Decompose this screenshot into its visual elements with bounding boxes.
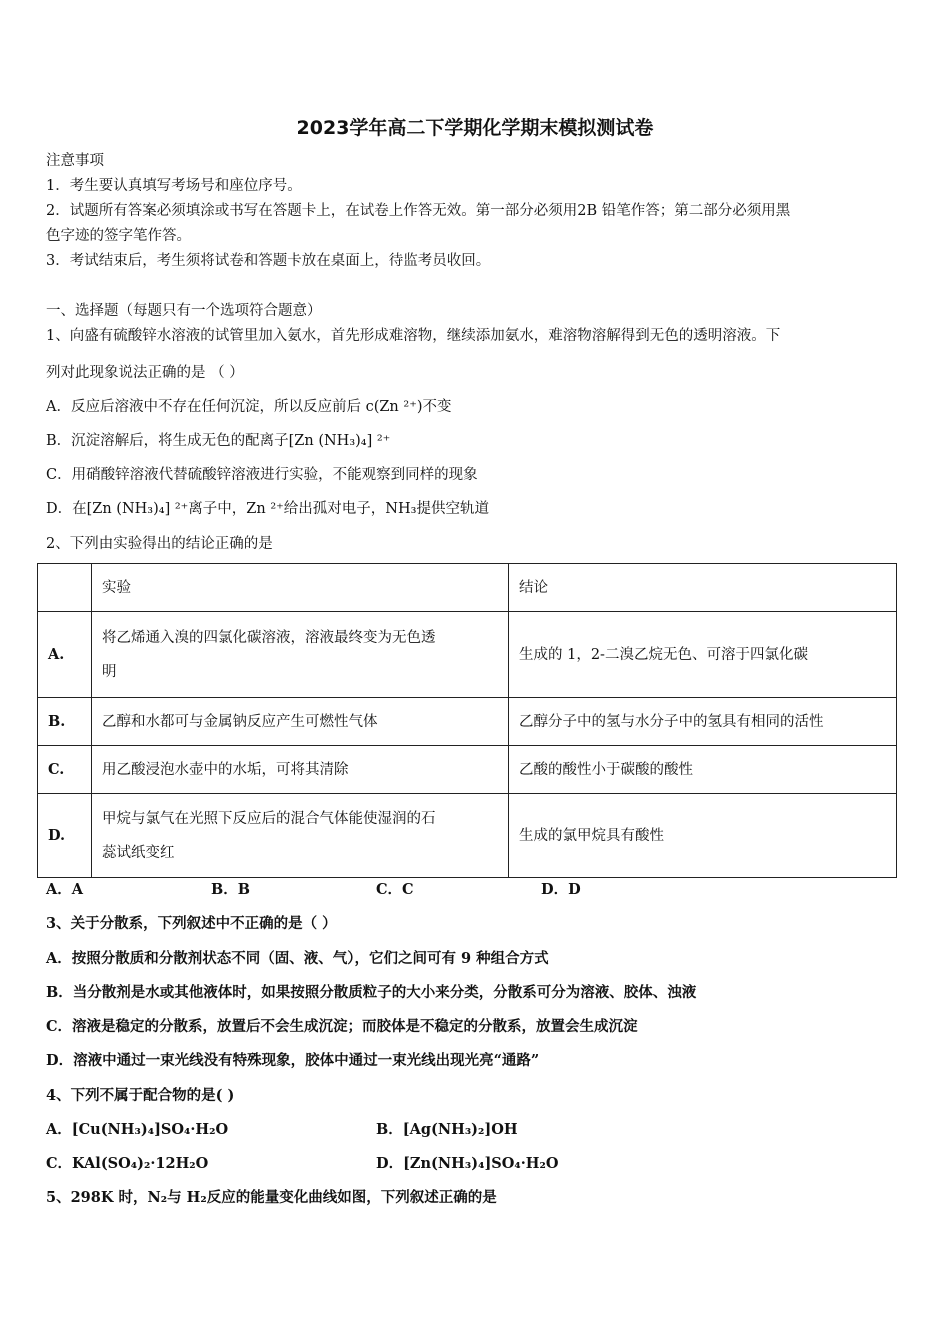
q1-option-a: A．反应后溶液中不存在任何沉淀，所以反应前后 c(Zn ²⁺)不变 (46, 399, 452, 415)
q3-option-d: D．溶液中通过一束光线没有特殊现象，胶体中通过一束光线出现光亮“通路” (46, 1052, 540, 1069)
row-label: B. (38, 698, 92, 746)
section-heading: 一、选择题（每题只有一个选项符合题意） (46, 303, 322, 319)
q1-option-b: B．沉淀溶解后，将生成无色的配离子[Zn (NH₃)₄] ²⁺ (46, 433, 391, 449)
q4-option-d: D．[Zn(NH₃)₄]SO₄·H₂O (376, 1155, 559, 1172)
experiment-cell: 用乙酸浸泡水壶中的水垢，可将其清除 (92, 746, 509, 794)
q2-stem: 2、下列由实验得出的结论正确的是 (46, 536, 273, 552)
q1-option-d: D．在[Zn (NH₃)₄] ²⁺离子中，Zn ²⁺给出孤对电子，NH₃提供空轨道 (46, 501, 489, 517)
table-header-row (38, 564, 897, 612)
experiment-text: 将乙烯通入溴的四氯化碳溶液，溶液最终变为无色透 (102, 629, 436, 646)
q5-stem: 5、298K 时，N₂与 H₂反应的能量变化曲线如图，下列叙述正确的是 (46, 1189, 497, 1206)
row-label: D. (38, 794, 92, 878)
experiment-text: 甲烷与氯气在光照下反应后的混合气体能使湿润的石 (102, 810, 436, 827)
notice-item: 1．考生要认真填写考场号和座位序号。 (46, 178, 302, 194)
q3-stem: 3、关于分散系，下列叙述中不正确的是（ ） (46, 915, 337, 932)
conclusion-cell: 生成的氯甲烷具有酸性 (509, 794, 897, 878)
notice-item: 2．试题所有答案必须填涂或书写在答题卡上，在试卷上作答无效。第一部分必须用2B 铅笔作答；第二部分必须用黑 (46, 203, 791, 219)
table-header-cell: 结论 (509, 564, 897, 612)
notice-item: 色字迹的签字笔作答。 (46, 228, 191, 244)
conclusion-cell: 乙酸的酸性小于碳酸的酸性 (509, 746, 897, 794)
experiment-text: 蕊试纸变红 (102, 844, 175, 861)
table-row (38, 794, 897, 878)
q1-stem: 列对此现象说法正确的是 （ ） (46, 365, 244, 381)
page-title: 2023学年高二下学期化学期末模拟测试卷 (296, 117, 654, 139)
q2-option-a: A．A (46, 881, 84, 898)
q3-option-a: A．按照分散质和分散剂状态不同（固、液、气），它们之间可有 9 种组合方式 (46, 950, 549, 967)
q1-stem: 1、向盛有硫酸锌水溶液的试管里加入氨水，首先形成难溶物，继续添加氨水，难溶物溶解得到无色的透明溶液。下 (46, 328, 781, 344)
table-row (38, 746, 897, 794)
q4-option-c: C．KAl(SO₄)₂·12H₂O (46, 1155, 209, 1172)
table-header-cell: 实验 (92, 564, 509, 612)
table-header-cell (38, 564, 92, 612)
notice-item: 3．考试结束后，考生须将试卷和答题卡放在桌面上，待监考员收回。 (46, 253, 491, 269)
q4-option-b: B．[Ag(NH₃)₂]OH (376, 1121, 518, 1138)
q4-options-row (46, 1120, 906, 1140)
q4-option-a: A．[Cu(NH₃)₄]SO₄·H₂O (46, 1121, 229, 1138)
experiment-cell (92, 612, 509, 698)
row-label: A. (38, 612, 92, 698)
row-label: C. (38, 746, 92, 794)
notice-heading: 注意事项 (46, 153, 104, 169)
table-row (38, 612, 897, 698)
q3-option-c: C．溶液是稳定的分散系，放置后不会生成沉淀；而胶体是不稳定的分散系，放置会生成沉淀 (46, 1018, 638, 1035)
experiment-table (37, 563, 897, 878)
q2-option-d: D．D (541, 881, 581, 898)
experiment-cell (92, 794, 509, 878)
q4-options-row (46, 1154, 906, 1174)
q4-stem: 4、下列不属于配合物的是( ) (46, 1087, 235, 1104)
q3-option-b: B．当分散剂是水或其他液体时，如果按照分散质粒子的大小来分类，分散系可分为溶液、胶体、浊液 (46, 984, 697, 1001)
experiment-cell: 乙醇和水都可与金属钠反应产生可燃性气体 (92, 698, 509, 746)
table-row (38, 698, 897, 746)
q2-option-c: C．C (376, 881, 414, 898)
q1-option-c: C．用硝酸锌溶液代替硫酸锌溶液进行实验，不能观察到同样的现象 (46, 467, 478, 483)
q2-option-b: B．B (211, 881, 251, 898)
q2-options (46, 880, 906, 900)
conclusion-cell: 乙醇分子中的氢与水分子中的氢具有相同的活性 (509, 698, 897, 746)
conclusion-cell: 生成的 1，2-二溴乙烷无色、可溶于四氯化碳 (509, 612, 897, 698)
experiment-text: 明 (102, 663, 117, 680)
